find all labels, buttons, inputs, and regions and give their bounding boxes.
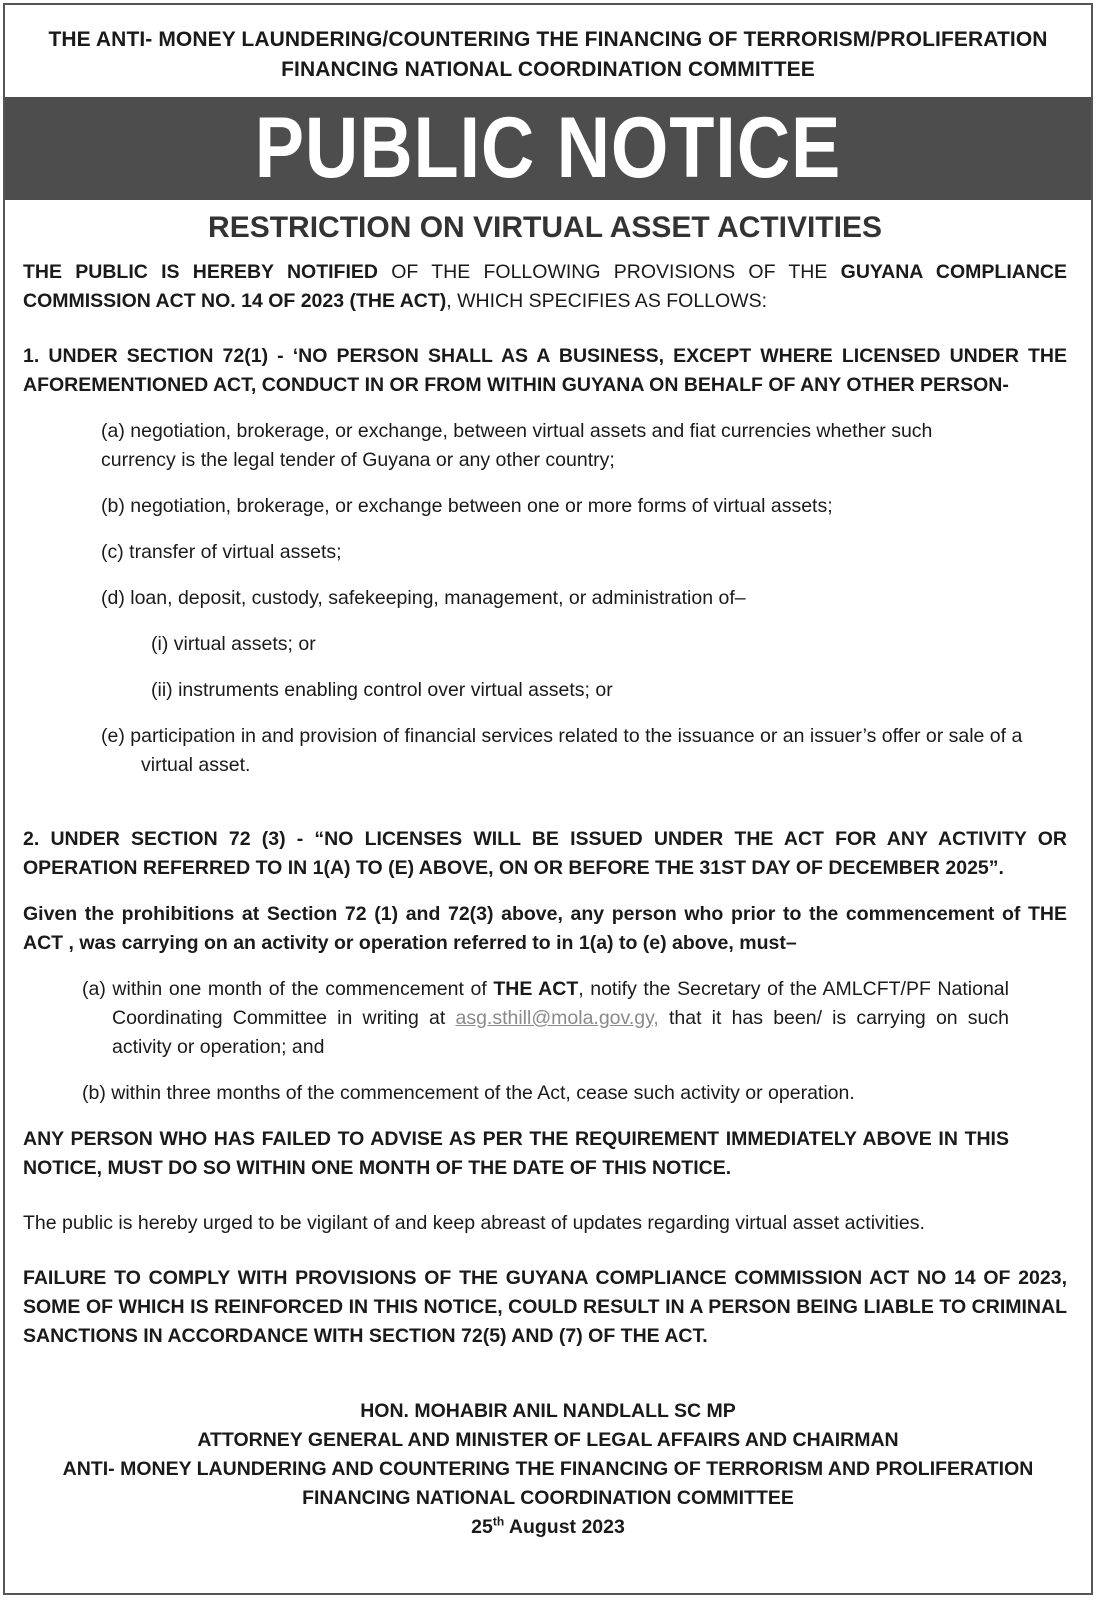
section2-item-a-pre: (a) within one month of the commencement of — [82, 978, 494, 1000]
signature-committee-line-1: ANTI- MONEY LAUNDERING AND COUNTERING THE FINANCING OF TERRORISM AND PROLIFERATION — [62, 1458, 1034, 1480]
section1-heading: 1. UNDER SECTION 72(1) - ‘NO PERSON SHALL AS A BUSINESS, EXCEPT WHERE LICENSED UNDER THE AFOREMENTIONED ACT, CONDUCT IN OR FROM WITHIN GUYANA ON BEHALF OF ANY OTHER PERSON- — [23, 345, 1067, 396]
intro-tail: , WHICH SPECIFIES AS FOLLOWS: — [446, 290, 768, 312]
section1-item-c: (c) transfer of virtual assets; — [101, 541, 342, 563]
notice-subtitle: RESTRICTION ON VIRTUAL ASSET ACTIVITIES — [208, 211, 882, 244]
intro-lead: THE PUBLIC IS HEREBY NOTIFIED — [23, 261, 378, 283]
intro-mid: OF THE FOLLOWING PROVISIONS OF THE — [377, 261, 841, 283]
section1-item-a: (a) negotiation, brokerage, or exchange, between virtual assets and fiat currencies whether such currency is the legal tender of Guyana or any other country; — [101, 420, 933, 471]
date-day: 25 — [471, 1516, 493, 1538]
advise-notice: ANY PERSON WHO HAS FAILED TO ADVISE AS PER THE REQUIREMENT IMMEDIATELY ABOVE IN THIS NOTICE, MUST DO SO WITHIN ONE MONTH OF THE DATE OF THIS NOTICE. — [23, 1128, 1009, 1179]
date-rest: August 2023 — [504, 1516, 625, 1538]
notice-frame — [3, 3, 1093, 1595]
signatory-name: HON. MOHABIR ANIL NANDLALL SC MP — [360, 1400, 736, 1422]
notice-date — [5, 1513, 1091, 1542]
section1-item-b: (b) negotiation, brokerage, or exchange between one or more forms of virtual assets; — [101, 495, 833, 517]
section2-item-b: (b) within three months of the commencement of the Act, cease such activity or operation. — [82, 1082, 855, 1104]
intro-act: GUYANA COMPLIANCE COMMISSION ACT NO. 14 OF 2023 (THE ACT) — [23, 261, 1068, 312]
section2-item-a — [82, 975, 1067, 1062]
notice-body — [23, 210, 1067, 1351]
committee-header — [5, 5, 1091, 85]
email-link[interactable]: asg.sthill@mola.gov.gy, — [455, 1007, 659, 1029]
section1-item-e: (e) participation in and provision of financial services related to the issuance or an issuer’s offer or sale of a virtual asset. — [101, 725, 1023, 776]
section2-given: Given the prohibitions at Section 72 (1) and 72(3) above, any person who prior to the commencement of THE ACT , was carrying on an activity or operation referred to in 1(a) to (e) above, must– — [23, 903, 1067, 954]
section2-item-a-act: THE ACT — [493, 978, 579, 1000]
section1-item-d-ii: (ii) instruments enabling control over virtual assets; or — [151, 679, 613, 701]
intro-paragraph — [23, 258, 1067, 316]
public-notice-banner — [5, 97, 1091, 200]
vigilance-paragraph: The public is hereby urged to be vigilant of and keep abreast of updates regarding virtual asset activities. — [23, 1212, 925, 1234]
section1-item-d: (d) loan, deposit, custody, safekeeping, management, or administration of– — [101, 587, 746, 609]
banner-title: PUBLIC NOTICE — [254, 100, 842, 196]
signature-committee-line-2: FINANCING NATIONAL COORDINATION COMMITTEE — [302, 1487, 794, 1509]
signatory-title: ATTORNEY GENERAL AND MINISTER OF LEGAL AFFAIRS AND CHAIRMAN — [197, 1429, 899, 1451]
date-suffix: th — [492, 1514, 505, 1529]
signature-block — [5, 1397, 1091, 1542]
section1-item-d-i: (i) virtual assets; or — [151, 633, 316, 655]
committee-line-1: THE ANTI- MONEY LAUNDERING/COUNTERING THE FINANCING OF TERRORISM/PROLIFERATION — [48, 28, 1048, 51]
section2-item-a-mid: , notify the Secretary of the AMLCFT/PF National Coordinating Committee in writing at — [112, 978, 1009, 1029]
failure-notice: FAILURE TO COMPLY WITH PROVISIONS OF THE GUYANA COMPLIANCE COMMISSION ACT NO 14 OF 2023, SOME OF WHICH IS REINFORCED IN THIS NOTICE, COULD RESULT IN A PERSON BEING LIABLE TO CRIMINAL SANCTIONS IN ACCORDANCE WITH SECTION 72(5) AND (7) OF THE ACT. — [23, 1267, 1067, 1347]
section2-heading: 2. UNDER SECTION 72 (3) - “NO LICENSES WILL BE ISSUED UNDER THE ACT FOR ANY ACTIVITY OR OPERATION REFERRED TO IN 1(A) TO (E) ABOVE, ON OR BEFORE THE 31ST DAY OF DECEMBER 2025”. — [23, 828, 1067, 879]
section2-item-a-post: that it has been/ is carrying on such activity or operation; and — [112, 1007, 1009, 1058]
committee-line-2: FINANCING NATIONAL COORDINATION COMMITTEE — [281, 58, 815, 81]
